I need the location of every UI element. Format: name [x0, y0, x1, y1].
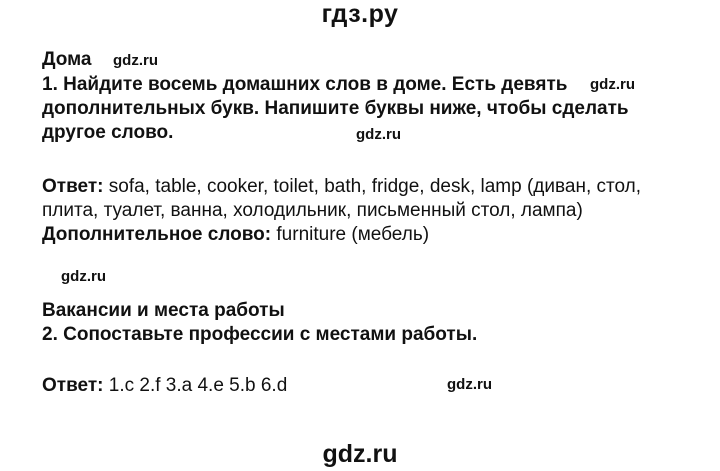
section-heading-home: Дома — [42, 49, 92, 70]
extra-word-label: Дополнительное слово: — [42, 224, 272, 245]
answer-1-line-2: плита, туалет, ванна, холодильник, письменный стол, лампа) — [42, 200, 583, 221]
site-title: гдз.ру — [321, 0, 399, 28]
watermark: gdz.ru — [447, 376, 492, 393]
task-1-line-2: дополнительных букв. Напишите буквы ниже, чтобы сделать — [42, 98, 629, 119]
answer-1-line-1 — [42, 175, 641, 199]
watermark: gdz.ru — [356, 126, 401, 143]
task-1-line-1: 1. Найдите восемь домашних слов в доме. Есть девять — [42, 74, 568, 95]
watermark: gdz.ru — [590, 76, 635, 93]
watermark: gdz.ru — [61, 268, 106, 285]
watermark: gdz.ru — [113, 52, 158, 69]
footer-watermark: gdz.ru — [322, 440, 398, 468]
task-1-line-3: другое слово. — [42, 122, 174, 143]
answer-label: Ответ: — [42, 375, 104, 396]
answer-text: sofa, table, cooker, toilet, bath, fridge, desk, lamp (диван, стол, — [103, 176, 642, 197]
extra-word-line — [42, 223, 429, 247]
answer-2-line — [42, 374, 287, 398]
section-heading-jobs: Вакансии и места работы — [42, 300, 285, 321]
task-2-line-1: 2. Сопоставьте профессии с местами работы. — [42, 324, 478, 345]
answer-label: Ответ: — [42, 176, 104, 197]
extra-word-value: furniture (мебель) — [271, 224, 430, 245]
answer-text: 1.c 2.f 3.a 4.e 5.b 6.d — [103, 375, 288, 396]
